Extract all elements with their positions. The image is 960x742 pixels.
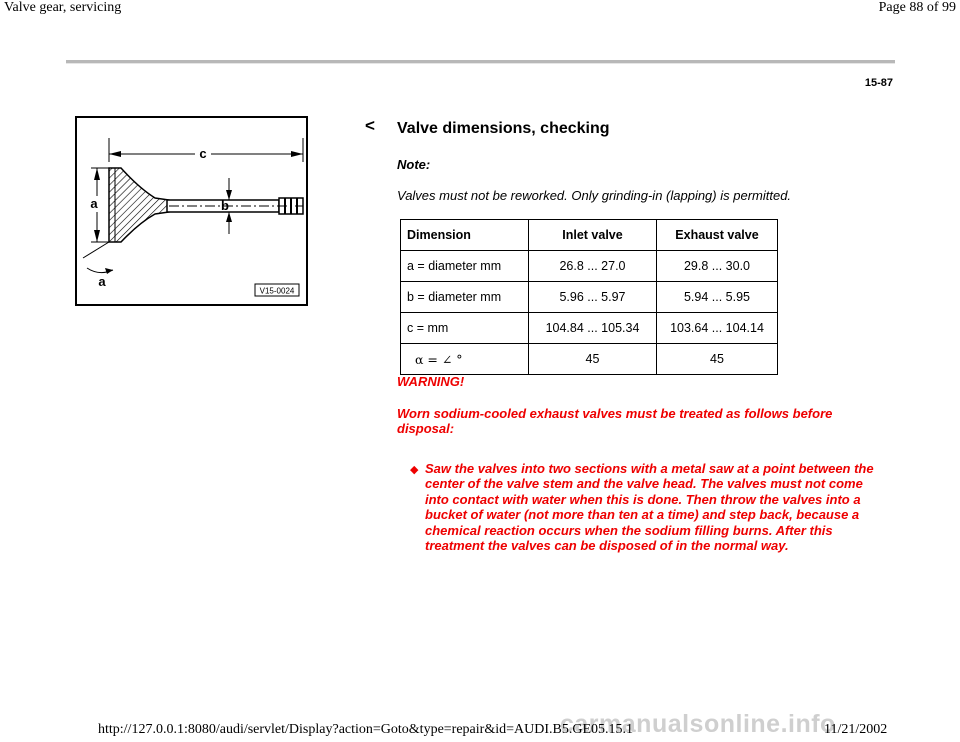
document-title: Valve gear, servicing — [4, 0, 122, 15]
table-row — [401, 251, 778, 282]
dimension-b-label: b — [221, 198, 229, 213]
note-text: Valves must not be reworked. Only grinding-in (lapping) is permitted. — [397, 188, 792, 203]
valve-dimension-table — [400, 219, 778, 375]
table-cell: 45 — [657, 344, 778, 375]
table-header-row — [401, 220, 778, 251]
table-cell: 5.96 ... 5.97 — [529, 282, 657, 313]
warning-label: WARNING! — [397, 374, 465, 389]
table-cell: b = diameter mm — [401, 282, 529, 313]
collapse-arrow-icon[interactable]: < — [365, 116, 375, 135]
table-cell: c = mm — [401, 313, 529, 344]
diamond-bullet-icon: ◆ — [410, 464, 419, 476]
watermark-logo: carmanualsonline.info — [560, 710, 836, 738]
table-cell: α = ∠ ° — [401, 344, 529, 375]
table-cell: 29.8 ... 30.0 — [657, 251, 778, 282]
footer-date: 11/21/2002 — [824, 722, 888, 737]
column-header: Exhaust valve — [657, 220, 778, 251]
table-cell: 104.84 ... 105.34 — [529, 313, 657, 344]
valve-dimension-drawing — [77, 118, 306, 304]
table-row — [401, 344, 778, 375]
table-cell: 26.8 ... 27.0 — [529, 251, 657, 282]
table-cell: 5.94 ... 5.95 — [657, 282, 778, 313]
note-label: Note: — [397, 157, 431, 172]
page-number: 15-87 — [864, 77, 893, 89]
dimension-a-label: a — [90, 196, 98, 211]
page-indicator: Page 88 of 99 — [878, 0, 956, 15]
valve-diagram — [75, 116, 308, 306]
table-row — [401, 282, 778, 313]
column-header: Inlet valve — [529, 220, 657, 251]
figure-code: V15-0024 — [259, 286, 295, 296]
table-cell: a = diameter mm — [401, 251, 529, 282]
table-row — [401, 313, 778, 344]
table-cell: 103.64 ... 104.14 — [657, 313, 778, 344]
footer-url[interactable]: http://127.0.0.1:8080/audi/servlet/Display?action=Goto&type=repair&id=AUDI.B5.GE05.15.1 — [98, 722, 633, 737]
dimension-c-label: c — [199, 146, 207, 161]
table-cell: 45 — [529, 344, 657, 375]
column-header: Dimension — [401, 220, 529, 251]
section-title: Valve dimensions, checking — [397, 120, 610, 137]
header-divider — [66, 60, 895, 63]
warning-bullet-text: Saw the valves into two sections with a metal saw at a point between the center of the valve stem and the valve head. The valves must not come into contact with water when this is done. Then throw the valves into a bucket of water (not more than ten at a time) and step back, because a chemical reaction occurs when the sodium filling burns. After this treatment the valves can be disposed of in the normal way. — [425, 461, 874, 554]
warning-text: Worn sodium-cooled exhaust valves must be treated as follows before disposal: — [397, 406, 833, 436]
dimension-alpha-label: a — [98, 274, 106, 289]
